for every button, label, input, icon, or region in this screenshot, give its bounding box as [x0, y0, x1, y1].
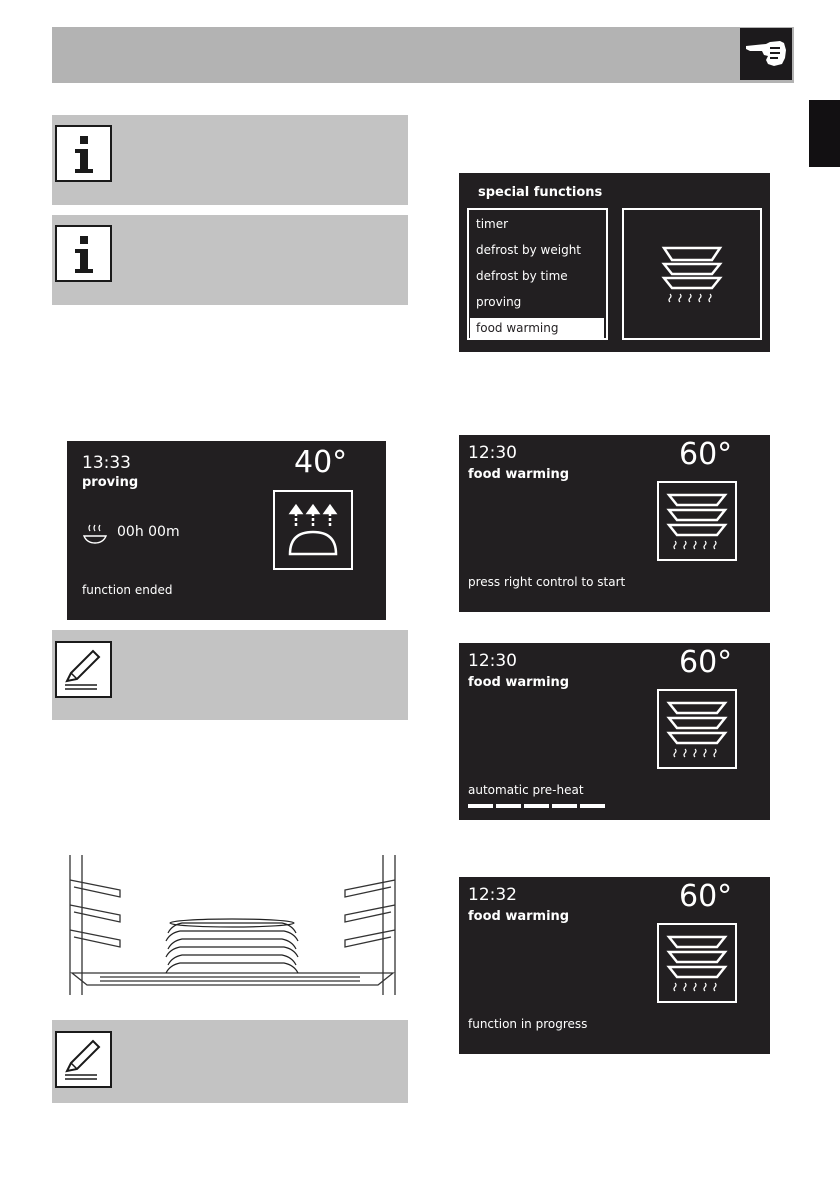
food-warming-screen-progress	[459, 877, 770, 1054]
status-text: automatic pre-heat	[468, 783, 584, 797]
progress-segment	[496, 804, 521, 808]
status-text: press right control to start	[468, 575, 626, 589]
temperature: 60°	[679, 645, 733, 680]
status-text: function in progress	[468, 1017, 588, 1031]
function-name: food warming	[468, 467, 570, 482]
menu-item-defrost-weight[interactable]: defrost by weight	[476, 243, 581, 257]
temperature: 60°	[679, 879, 733, 914]
clock-time: 12:30	[468, 651, 517, 671]
progress-segment	[524, 804, 549, 808]
preheat-progress-bar	[468, 804, 613, 808]
remaining-duration: 00h 00m	[117, 524, 180, 540]
function-name: food warming	[468, 675, 570, 690]
food-warming-icon	[657, 689, 737, 769]
function-name: food warming	[468, 909, 570, 924]
pencil-note-icon	[55, 1031, 112, 1088]
food-warming-icon	[660, 240, 724, 304]
temperature: 40°	[294, 445, 348, 480]
progress-segment	[552, 804, 577, 808]
info-icon	[55, 125, 112, 182]
info-icon	[55, 225, 112, 282]
menu-title: special functions	[478, 185, 603, 200]
note-box	[52, 1020, 408, 1103]
bowl-steam-icon	[81, 523, 109, 545]
menu-item-food-warming[interactable]: food warming	[470, 318, 604, 338]
food-warming-screen-preheat	[459, 643, 770, 820]
function-name: proving	[82, 475, 139, 490]
info-box	[52, 115, 408, 205]
pencil-note-icon	[55, 641, 112, 698]
food-warming-screen-start	[459, 435, 770, 612]
proving-icon	[273, 490, 353, 570]
clock-time: 12:30	[468, 443, 517, 463]
progress-segment	[468, 804, 493, 808]
info-box	[52, 215, 408, 305]
menu-item-defrost-time[interactable]: defrost by time	[476, 269, 568, 283]
clock-time: 13:33	[82, 453, 131, 473]
menu-item-proving[interactable]: proving	[476, 295, 522, 309]
proving-screen	[67, 441, 386, 620]
temperature: 60°	[679, 437, 733, 472]
status-text: function ended	[82, 583, 173, 597]
progress-segment	[580, 804, 605, 808]
function-preview	[622, 208, 762, 340]
menu-item-timer[interactable]: timer	[476, 217, 509, 231]
pointing-hand-icon	[740, 28, 792, 80]
section-tab	[809, 100, 840, 167]
special-functions-screen	[459, 173, 770, 352]
function-list	[467, 208, 608, 340]
food-warming-icon	[657, 923, 737, 1003]
header-bar	[52, 27, 794, 83]
food-warming-icon	[657, 481, 737, 561]
clock-time: 12:32	[468, 885, 517, 905]
note-box	[52, 630, 408, 720]
oven-racks-with-plates	[60, 855, 405, 1000]
